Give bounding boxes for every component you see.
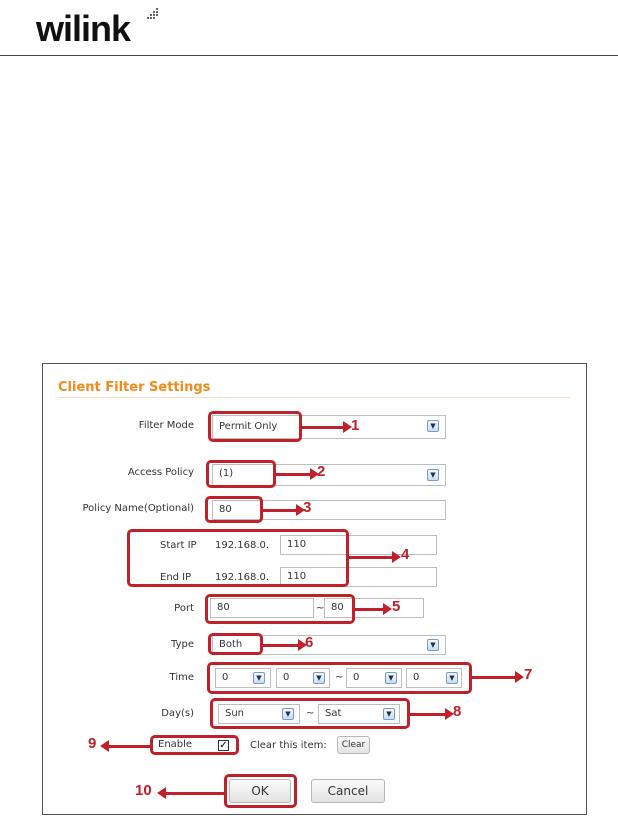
days-to-value: Sat	[325, 708, 342, 719]
days-separator: ~	[306, 708, 315, 719]
filter-mode-label: Filter Mode	[138, 420, 194, 431]
time-start-hour-value: 0	[222, 672, 229, 683]
callout-number-5: 5	[392, 598, 401, 615]
chevron-down-icon[interactable]: ▼	[383, 708, 395, 720]
callout-arrow-4	[349, 556, 393, 559]
time-label: Time	[169, 672, 194, 683]
chevron-down-icon[interactable]: ▼	[427, 420, 439, 432]
cancel-button[interactable]: Cancel	[311, 779, 385, 803]
callout-arrow-7	[472, 676, 516, 679]
callout-number-8: 8	[453, 703, 462, 720]
policy-name-label: Policy Name(Optional)	[82, 503, 194, 514]
callout-arrow-1	[302, 426, 344, 429]
callout-arrow-6	[263, 644, 299, 647]
end-ip-label: End IP	[160, 572, 192, 583]
days-label: Day(s)	[161, 708, 194, 719]
chevron-down-icon[interactable]: ▼	[313, 672, 325, 684]
access-policy-value: (1)	[219, 468, 234, 479]
type-value: Both	[219, 639, 243, 650]
callout-arrow-8	[410, 713, 446, 716]
callout-number-3: 3	[303, 499, 312, 516]
callout-box-8	[210, 698, 410, 729]
logo-dots-icon	[146, 6, 160, 20]
port-label: Port	[174, 603, 194, 614]
enable-label: Enable	[158, 739, 193, 750]
filter-mode-value: Permit Only	[219, 421, 278, 432]
callout-number-2: 2	[317, 463, 326, 480]
panel-title: Client Filter Settings	[58, 380, 211, 395]
callout-box-6	[208, 633, 263, 655]
time-end-hour-value: 0	[353, 672, 360, 683]
chevron-down-icon[interactable]: ▼	[427, 469, 439, 481]
callout-number-7: 7	[524, 666, 533, 683]
callout-box-10	[224, 774, 297, 808]
callout-arrow-5	[355, 608, 384, 611]
chevron-down-icon[interactable]: ▼	[446, 672, 458, 684]
callout-arrow-10	[165, 792, 224, 795]
time-separator: ~	[335, 672, 344, 683]
header-divider	[0, 55, 618, 56]
chevron-down-icon[interactable]: ▼	[427, 639, 439, 651]
callout-box-9	[150, 735, 239, 755]
logo-text: wilink	[36, 8, 131, 49]
callout-box-2	[206, 460, 276, 488]
callout-box-5	[205, 594, 355, 624]
callout-arrow-9	[108, 745, 150, 748]
end-ip-value: 110	[287, 571, 307, 582]
title-divider	[58, 397, 570, 398]
port-to-value: 80	[331, 602, 344, 613]
port-separator: ~	[316, 603, 325, 614]
access-policy-label: Access Policy	[127, 467, 194, 478]
chevron-down-icon[interactable]: ▼	[385, 672, 397, 684]
callout-number-1: 1	[351, 417, 360, 434]
callout-box-3	[205, 496, 263, 523]
clear-button[interactable]: Clear	[337, 736, 370, 754]
ok-button[interactable]: OK	[229, 779, 291, 803]
callout-box-1	[208, 411, 302, 442]
enable-checkbox[interactable]: ✓	[219, 740, 228, 751]
clear-item-label: Clear this item:	[250, 740, 327, 751]
end-ip-prefix: 192.168.0.	[215, 572, 270, 583]
chevron-down-icon[interactable]: ▼	[282, 708, 294, 720]
days-from-value: Sun	[225, 708, 245, 719]
start-ip-value: 110	[287, 539, 307, 550]
callout-arrow-2	[276, 473, 311, 476]
callout-number-4: 4	[401, 546, 410, 563]
policy-name-value: 80	[219, 504, 232, 515]
callout-number-10: 10	[135, 782, 152, 799]
callout-number-9: 9	[88, 735, 97, 752]
type-label: Type	[171, 639, 194, 650]
chevron-down-icon[interactable]: ▼	[253, 672, 265, 684]
callout-number-6: 6	[305, 634, 314, 651]
callout-box-4	[127, 529, 349, 587]
callout-arrow-3	[263, 509, 297, 512]
time-end-min-value: 0	[413, 672, 420, 683]
start-ip-prefix: 192.168.0.	[215, 540, 270, 551]
start-ip-label: Start IP	[160, 540, 197, 551]
port-from-value: 80	[217, 602, 230, 613]
callout-box-7	[207, 662, 472, 694]
time-start-min-value: 0	[283, 672, 290, 683]
